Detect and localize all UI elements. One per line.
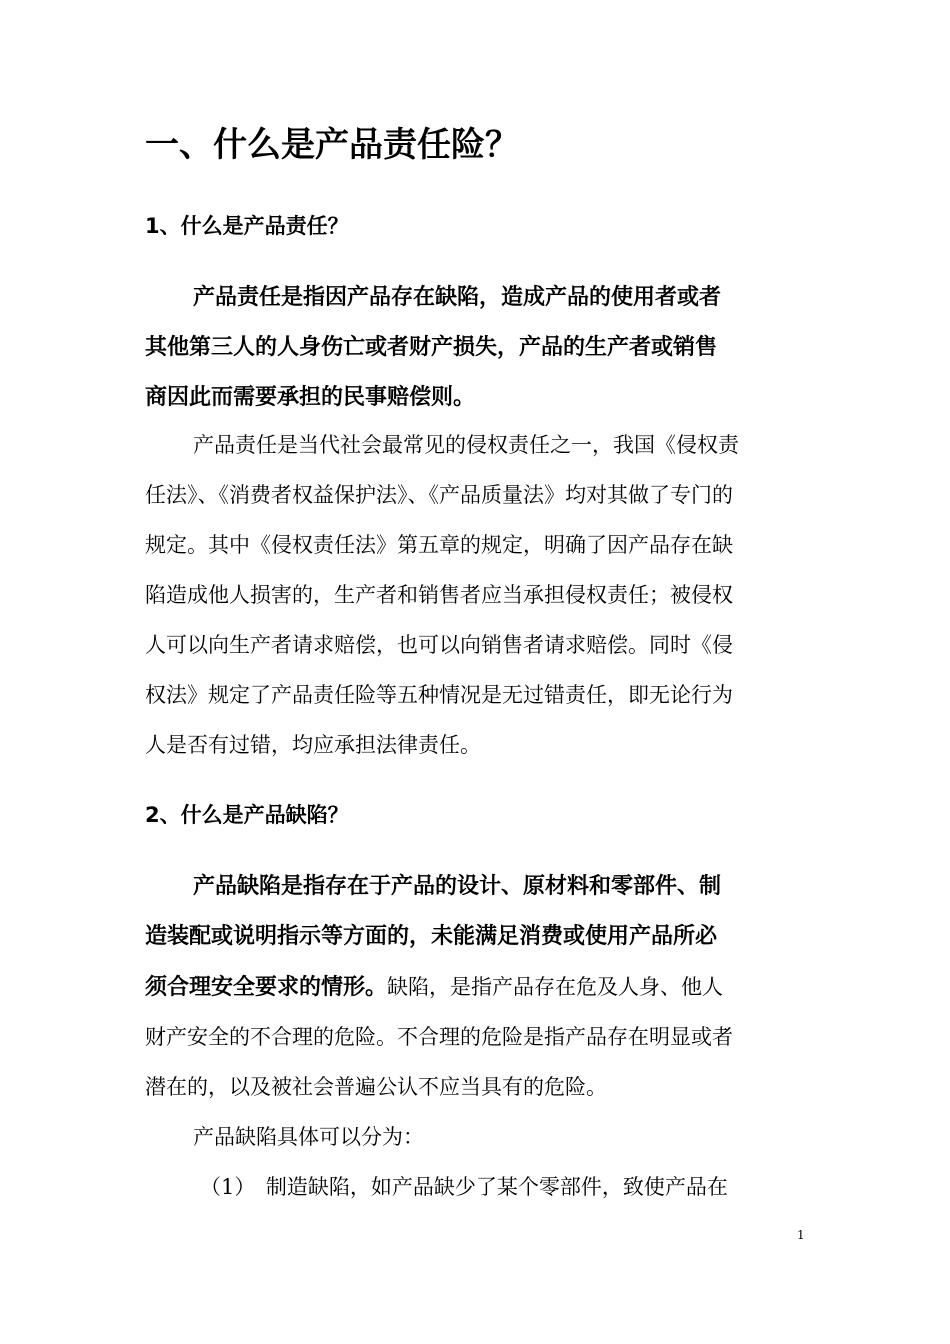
section-1-body-line: 人是否有过错，均应承担法律责任。 xyxy=(145,733,481,757)
section-1-body-line: 陷造成他人损害的，生产者和销售者应当承担侵权责任；被侵权 xyxy=(145,583,733,607)
section-1-definition-line: 其他第三人的人身伤亡或者财产损失，产品的生产者或销售 xyxy=(145,335,718,360)
section-1-body-line: 人可以向生产者请求赔偿，也可以向销售者请求赔偿。同时《侵 xyxy=(145,633,733,657)
section-2-definition-line: 造装配或说明指示等方面的，未能满足消费或使用产品所必 xyxy=(145,924,718,949)
section-1-title: 1、什么是产品责任？ xyxy=(145,214,349,238)
section-2-mixed-line xyxy=(145,967,723,1008)
section-1-definition-line: 商因此而需要承担的民事赔偿则。 xyxy=(145,385,476,410)
section-1-body-line: 规定。其中《侵权责任法》第五章的规定，明确了因产品存在缺 xyxy=(145,533,733,557)
page-number: 1 xyxy=(797,1228,805,1242)
section-2-intro: 产品缺陷具体可以分为： xyxy=(193,1125,424,1149)
main-heading: 一、什么是产品责任险？ xyxy=(145,125,519,165)
section-2-body-line: 财产安全的不合理的危险。不合理的危险是指产品存在明显或者 xyxy=(145,1025,733,1049)
section-1-body-line: 产品责任是当代社会最常见的侵权责任之一，我国《侵权责 xyxy=(193,433,739,457)
section-2-definition-end: 须合理安全要求的情形。 xyxy=(145,975,388,1000)
list-item: （1） 制造缺陷，如产品缺少了某个零部件，致使产品在 xyxy=(200,1175,728,1199)
section-1-body-line: 任法》、《消费者权益保护法》、《产品质量法》均对其做了专门的 xyxy=(145,483,733,507)
section-1-body-line: 权法》规定了产品责任险等五种情况是无过错责任，即无论行为 xyxy=(145,683,733,707)
section-2-definition-line: 产品缺陷是指存在于产品的设计、原材料和零部件、制 xyxy=(193,874,722,899)
section-1-definition-line: 产品责任是指因产品存在缺陷，造成产品的使用者或者 xyxy=(193,285,722,310)
section-2-body-start: 缺陷，是指产品存在危及人身、他人 xyxy=(387,975,724,999)
section-2-body-line: 潜在的，以及被社会普遍公认不应当具有的危险。 xyxy=(145,1075,607,1099)
section-2-title: 2、什么是产品缺陷？ xyxy=(145,803,349,827)
